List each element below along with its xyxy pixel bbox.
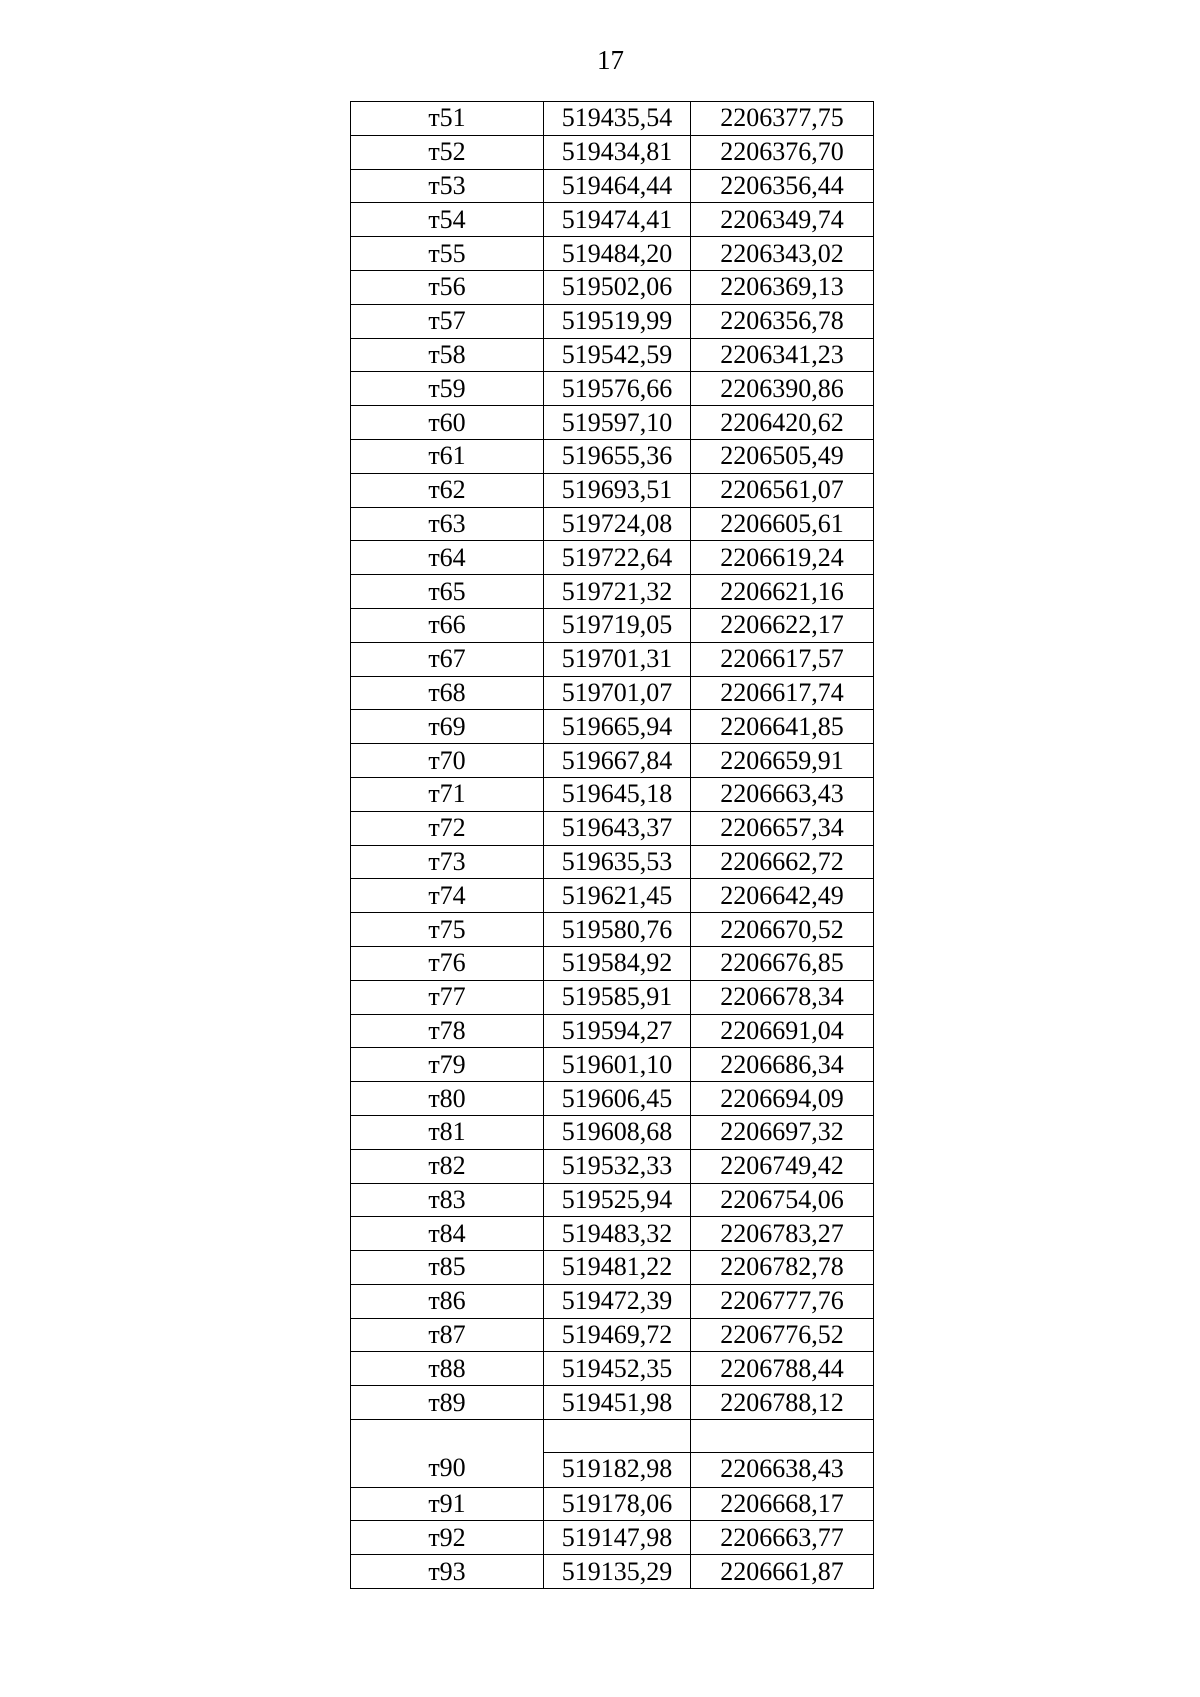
table-row [351,304,874,338]
y-coordinate-cell: 2206782,78 [691,1251,874,1285]
point-name-cell: т54 [351,203,544,237]
x-coordinate-cell: 519519,99 [544,304,691,338]
table-row [351,439,874,473]
point-name-cell: т53 [351,169,544,203]
table-row [351,676,874,710]
x-coordinate-cell: 519484,20 [544,237,691,271]
y-coordinate-cell: 2206376,70 [691,135,874,169]
point-name-cell: т81 [351,1115,544,1149]
x-coordinate-cell: 519621,45 [544,879,691,913]
cell-value: 2206638,43 [720,1454,844,1484]
y-coordinate-cell: 2206369,13 [691,270,874,304]
point-name-cell: т91 [351,1487,544,1521]
x-coordinate-cell: 519525,94 [544,1183,691,1217]
point-name-cell: т80 [351,1082,544,1116]
y-coordinate-cell [691,1420,874,1488]
point-name-cell: т82 [351,1149,544,1183]
point-name-cell: т61 [351,439,544,473]
x-coordinate-cell: 519667,84 [544,744,691,778]
x-coordinate-cell: 519542,59 [544,338,691,372]
coordinates-table-body [351,102,874,1589]
x-coordinate-cell: 519178,06 [544,1487,691,1521]
table-row [351,169,874,203]
y-coordinate-cell: 2206662,72 [691,845,874,879]
y-coordinate-cell: 2206686,34 [691,1048,874,1082]
table-row [351,1420,874,1488]
table-row [351,1318,874,1352]
table-row [351,710,874,744]
y-coordinate-cell: 2206605,61 [691,507,874,541]
y-coordinate-cell: 2206663,77 [691,1521,874,1555]
x-coordinate-cell: 519502,06 [544,270,691,304]
point-name-cell: т65 [351,575,544,609]
y-coordinate-cell: 2206659,91 [691,744,874,778]
x-coordinate-cell: 519474,41 [544,203,691,237]
y-coordinate-cell: 2206390,86 [691,372,874,406]
y-coordinate-cell: 2206663,43 [691,777,874,811]
point-name-cell: т68 [351,676,544,710]
table-row [351,1217,874,1251]
y-coordinate-cell: 2206561,07 [691,473,874,507]
point-name-cell: т89 [351,1386,544,1420]
x-coordinate-cell: 519597,10 [544,406,691,440]
table-row [351,1284,874,1318]
x-coordinate-cell: 519645,18 [544,777,691,811]
y-coordinate-cell: 2206641,85 [691,710,874,744]
table-row [351,270,874,304]
table-row [351,1082,874,1116]
point-name-cell: т85 [351,1251,544,1285]
y-coordinate-cell: 2206642,49 [691,879,874,913]
y-coordinate-cell: 2206341,23 [691,338,874,372]
table-row [351,203,874,237]
y-coordinate-cell: 2206420,62 [691,406,874,440]
point-name-cell: т67 [351,642,544,676]
table-row [351,777,874,811]
x-coordinate-cell: 519643,37 [544,811,691,845]
y-coordinate-cell: 2206783,27 [691,1217,874,1251]
table-row [351,1115,874,1149]
table-row [351,338,874,372]
point-name-cell: т75 [351,913,544,947]
table-row [351,642,874,676]
table-row [351,473,874,507]
table-row [351,541,874,575]
point-name-cell: т63 [351,507,544,541]
y-coordinate-cell: 2206788,12 [691,1386,874,1420]
x-coordinate-cell: 519719,05 [544,608,691,642]
x-coordinate-cell: 519584,92 [544,946,691,980]
x-coordinate-cell: 519635,53 [544,845,691,879]
coordinates-table [350,101,874,1589]
x-coordinate-cell: 519721,32 [544,575,691,609]
y-coordinate-cell: 2206356,78 [691,304,874,338]
table-row [351,608,874,642]
x-coordinate-cell [544,1420,691,1488]
y-coordinate-cell: 2206657,34 [691,811,874,845]
y-coordinate-cell: 2206788,44 [691,1352,874,1386]
table-row [351,372,874,406]
blank-cell [691,1420,873,1453]
point-name-cell: т58 [351,338,544,372]
table-row [351,237,874,271]
y-coordinate-cell: 2206349,74 [691,203,874,237]
y-coordinate-cell: 2206678,34 [691,980,874,1014]
y-coordinate-cell: 2206505,49 [691,439,874,473]
point-name-cell: т87 [351,1318,544,1352]
y-coordinate-cell: 2206621,16 [691,575,874,609]
point-name-cell: т74 [351,879,544,913]
x-coordinate-cell: 519722,64 [544,541,691,575]
x-coordinate-cell: 519483,32 [544,1217,691,1251]
x-coordinate-cell: 519701,07 [544,676,691,710]
point-name-cell: т83 [351,1183,544,1217]
x-coordinate-cell: 519135,29 [544,1555,691,1589]
x-coordinate-cell: 519655,36 [544,439,691,473]
x-coordinate-cell: 519724,08 [544,507,691,541]
x-coordinate-cell: 519585,91 [544,980,691,1014]
table-row [351,1521,874,1555]
point-name-cell: т59 [351,372,544,406]
point-name-cell: т60 [351,406,544,440]
y-coordinate-cell: 2206617,57 [691,642,874,676]
x-coordinate-cell: 519469,72 [544,1318,691,1352]
point-name-cell: т52 [351,135,544,169]
point-name-cell: т77 [351,980,544,1014]
x-coordinate-cell: 519693,51 [544,473,691,507]
table-row [351,1048,874,1082]
point-name-cell: т73 [351,845,544,879]
x-coordinate-cell: 519464,44 [544,169,691,203]
x-coordinate-cell: 519665,94 [544,710,691,744]
point-name-cell: т76 [351,946,544,980]
table-row [351,406,874,440]
point-name-cell: т70 [351,744,544,778]
point-name-cell: т79 [351,1048,544,1082]
table-row [351,879,874,913]
table-row [351,980,874,1014]
table-row [351,1487,874,1521]
y-coordinate-cell: 2206617,74 [691,676,874,710]
table-row [351,575,874,609]
x-coordinate-cell: 519452,35 [544,1352,691,1386]
point-name-cell: т72 [351,811,544,845]
point-name-cell: т93 [351,1555,544,1589]
point-name-cell: т88 [351,1352,544,1386]
table-row [351,1386,874,1420]
y-coordinate-cell: 2206661,87 [691,1555,874,1589]
x-coordinate-cell: 519606,45 [544,1082,691,1116]
y-coordinate-cell: 2206622,17 [691,608,874,642]
y-coordinate-cell: 2206676,85 [691,946,874,980]
cell-value: 519182,98 [561,1454,673,1484]
y-coordinate-cell: 2206343,02 [691,237,874,271]
point-name-cell: т57 [351,304,544,338]
point-name-cell: т66 [351,608,544,642]
table-row [351,135,874,169]
x-coordinate-cell: 519601,10 [544,1048,691,1082]
point-name-cell: т71 [351,777,544,811]
y-coordinate-cell: 2206691,04 [691,1014,874,1048]
x-coordinate-cell: 519435,54 [544,102,691,136]
point-name-cell: т69 [351,710,544,744]
y-coordinate-cell: 2206356,44 [691,169,874,203]
y-coordinate-cell: 2206697,32 [691,1115,874,1149]
table-row [351,1555,874,1589]
y-coordinate-cell: 2206619,24 [691,541,874,575]
blank-cell [544,1420,690,1453]
x-coordinate-cell: 519472,39 [544,1284,691,1318]
y-coordinate-cell: 2206754,06 [691,1183,874,1217]
x-coordinate-cell: 519451,98 [544,1386,691,1420]
table-row [351,102,874,136]
x-coordinate-cell: 519147,98 [544,1521,691,1555]
table-row [351,507,874,541]
x-coordinate-cell: 519608,68 [544,1115,691,1149]
point-name-cell: т86 [351,1284,544,1318]
x-coordinate-cell: 519576,66 [544,372,691,406]
table-row [351,1014,874,1048]
point-name-cell: т56 [351,270,544,304]
x-coordinate-cell: 519594,27 [544,1014,691,1048]
y-coordinate-cell: 2206749,42 [691,1149,874,1183]
table-row [351,1251,874,1285]
point-name-cell: т62 [351,473,544,507]
y-coordinate-cell: 2206776,52 [691,1318,874,1352]
table-row [351,744,874,778]
point-name-cell: т78 [351,1014,544,1048]
point-name-cell: т64 [351,541,544,575]
cell-value: т90 [428,1453,466,1483]
table-row [351,946,874,980]
y-coordinate-cell: 2206694,09 [691,1082,874,1116]
point-name-cell [351,1420,544,1488]
y-coordinate-cell: 2206670,52 [691,913,874,947]
blank-cell [351,1420,543,1452]
table-row [351,1183,874,1217]
page-number: 17 [597,45,624,75]
point-name-cell: т84 [351,1217,544,1251]
y-coordinate-cell: 2206377,75 [691,102,874,136]
x-coordinate-cell: 519434,81 [544,135,691,169]
point-name-cell: т51 [351,102,544,136]
x-coordinate-cell: 519701,31 [544,642,691,676]
table-row [351,845,874,879]
x-coordinate-cell: 519532,33 [544,1149,691,1183]
x-coordinate-cell: 519481,22 [544,1251,691,1285]
point-name-cell: т55 [351,237,544,271]
point-name-cell: т92 [351,1521,544,1555]
table-row [351,913,874,947]
table-row [351,1149,874,1183]
x-coordinate-cell: 519580,76 [544,913,691,947]
table-row [351,1352,874,1386]
table-row [351,811,874,845]
y-coordinate-cell: 2206668,17 [691,1487,874,1521]
y-coordinate-cell: 2206777,76 [691,1284,874,1318]
